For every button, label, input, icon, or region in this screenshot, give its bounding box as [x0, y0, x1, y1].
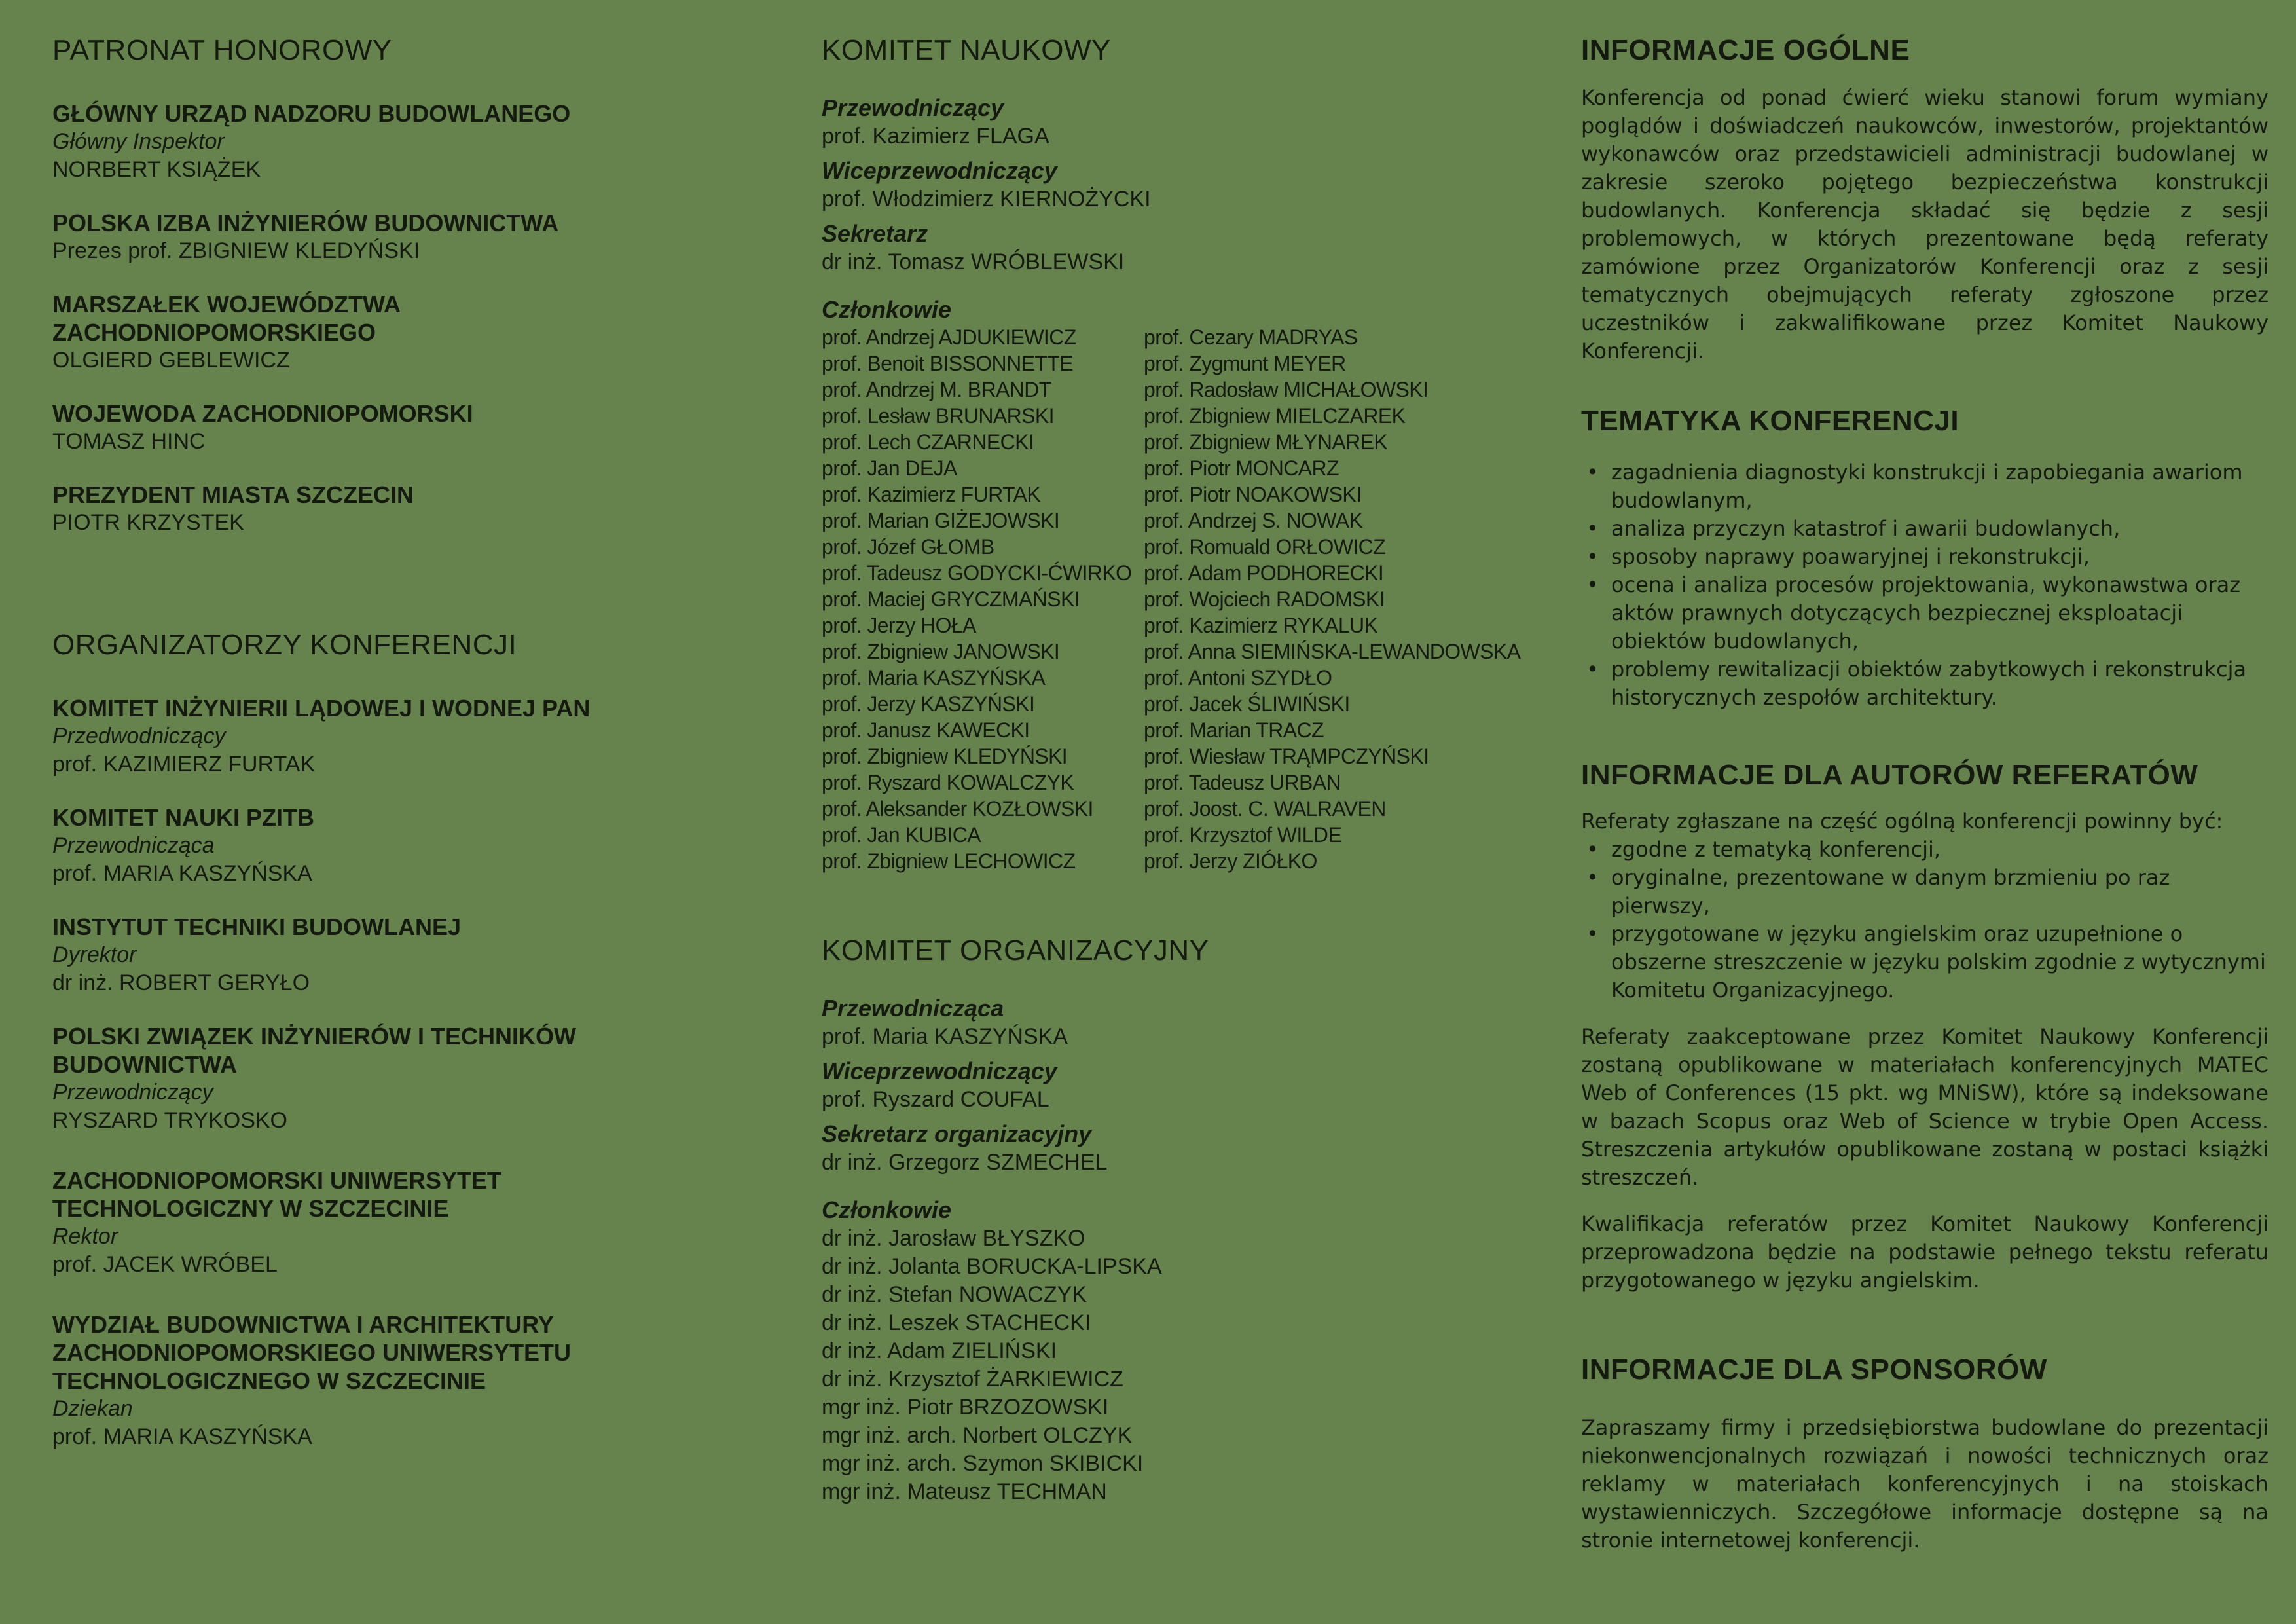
tematyka-list — [1581, 458, 2269, 712]
organizacyjny-members — [822, 1225, 1548, 1506]
member-name: prof. Lech CZARNECKI — [822, 430, 1034, 454]
member-name: prof. Jacek ŚLIWIŃSKI — [1144, 692, 1350, 716]
member-name: dr inż. Stefan NOWACZYK — [822, 1282, 1087, 1307]
members-column-1 — [822, 324, 1144, 874]
member-name: prof. Joost. C. WALRAVEN — [1144, 797, 1386, 821]
organizer-entry — [52, 803, 720, 888]
member-name: mgr inż. arch. Norbert OLCZYK — [822, 1423, 1133, 1448]
org-person: prof. MARIA KASZYŃSKA — [52, 861, 312, 886]
role-label: Sekretarz organizacyjny — [822, 1120, 1092, 1147]
member-name: prof. Janusz KAWECKI — [822, 718, 1030, 742]
left-column — [52, 33, 720, 1476]
middle-column — [822, 33, 1548, 1506]
role-person: dr inż. Tomasz WRÓBLEWSKI — [822, 249, 1125, 274]
role-label: Wiceprzewodniczący — [822, 157, 1057, 184]
member-name: prof. Antoni SZYDŁO — [1144, 666, 1332, 690]
org-role: Rektor — [52, 1224, 118, 1249]
member-name: prof. Piotr MONCARZ — [1144, 456, 1339, 480]
sponsorzy-title: INFORMACJE DLA SPONSORÓW — [1581, 1354, 2047, 1386]
member-name: prof. Kazimierz FURTAK — [822, 483, 1041, 506]
member-name: mgr inż. arch. Szymon SKIBICKI — [822, 1451, 1144, 1476]
org-name: POLSKA IZBA INŻYNIERÓW BUDOWNICTWA — [52, 210, 559, 236]
org-person: OLGIERD GEBLEWICZ — [52, 348, 290, 373]
members-label: Członkowie — [822, 296, 952, 323]
autorzy-para-2: Kwalifikacja referatów przez Komitet Naukowy Konferencji przeprowadzona będzie na podstawie pełnego tekstu referatu przygotowanego w języku angielskim. — [1581, 1211, 2269, 1293]
informacje-ogolne-text: Konferencja od ponad ćwierć wieku stanowi forum wymiany poglądów i doświadczeń naukowców, inwestorów, projektantów wykonawców oraz przedstawicieli administracji budowlanej w zakresie szeroko pojętego bezpieczeństwa konstrukcji budowlanych. Konferencja składać się będzie z sesji problemowych, w których prezentowane będą referaty zamówione przez Organizatorów Konferencji oraz z sesji tematycznych obejmujących referaty zgłoszone przez uczestników i zakwalifikowane przez Komitet Naukowy Konferencji. — [1581, 85, 2269, 363]
member-name: prof. Zbigniew MŁYNAREK — [1144, 430, 1388, 454]
list-item: • zagadnienia diagnostyki konstrukcji i zapobiegania awariom budowlanym, — [1581, 458, 2269, 515]
member-name: prof. Aleksander KOZŁOWSKI — [822, 797, 1093, 821]
member-name: prof. Jan DEJA — [822, 456, 957, 480]
member-name: prof. Andrzej S. NOWAK — [1144, 509, 1363, 532]
org-role: Dziekan — [52, 1396, 133, 1421]
komitet-naukowy-title: KOMITET NAUKOWY — [822, 34, 1111, 66]
member-name: prof. Romuald ORŁOWICZ — [1144, 535, 1386, 559]
tematyka-title: TEMATYKA KONFERENCJI — [1581, 405, 1959, 437]
member-name: prof. Józef GŁOMB — [822, 535, 994, 559]
member-name: prof. Jerzy ZIÓŁKO — [1144, 849, 1317, 873]
org-person: RYSZARD TRYKOSKO — [52, 1108, 287, 1133]
list-item: • zgodne z tematyką konferencji, — [1581, 836, 2269, 864]
org-name: KOMITET NAUKI PZITB — [52, 804, 314, 831]
patronat-entry — [52, 290, 720, 375]
member-name: prof. Maria KASZYŃSKA — [822, 666, 1046, 690]
member-name: prof. Andrzej M. BRANDT — [822, 378, 1051, 401]
member-name: prof. Cezary MADRYAS — [1144, 325, 1358, 349]
member-name: dr inż. Leszek STACHECKI — [822, 1310, 1091, 1335]
patronat-title: PATRONAT HONOROWY — [52, 34, 392, 66]
role-person: prof. Maria KASZYŃSKA — [822, 1024, 1068, 1049]
informacje-ogolne-title: INFORMACJE OGÓLNE — [1581, 34, 1910, 66]
member-name: prof. Krzysztof WILDE — [1144, 823, 1342, 847]
member-name: prof. Tadeusz GODYCKI-ĆWIRKO — [822, 561, 1132, 585]
org-name: INSTYTUT TECHNIKI BUDOWLANEJ — [52, 913, 461, 940]
role-label: Sekretarz — [822, 220, 928, 247]
member-name: prof. Adam PODHORECKI — [1144, 561, 1384, 585]
member-name: prof. Jerzy HOŁA — [822, 614, 976, 637]
org-name: GŁÓWNY URZĄD NADZORU BUDOWLANEGO — [52, 100, 571, 127]
org-role: Przewodnicząca — [52, 833, 215, 858]
org-person: prof. MARIA KASZYŃSKA — [52, 1424, 312, 1449]
patronat-entry — [52, 399, 720, 456]
member-name: prof. Anna SIEMIŃSKA-LEWANDOWSKA — [1144, 640, 1521, 663]
naukowy-members — [822, 324, 1548, 874]
autorzy-para-1: Referaty zaakceptowane przez Komitet Naukowy Konferencji zostaną opublikowane w materiałach konferencyjnych MATEC Web of Conferences (15 pkt. wg MNiSW), które są indeksowane w bazach Scopus oraz Web of Science w trybie Open Access. Streszczenia artykułów opublikowane zostaną w postaci książki streszczeń. — [1581, 1024, 2269, 1190]
organizatorzy-title: ORGANIZATORZY KONFERENCJI — [52, 629, 517, 661]
role-person: prof. Włodzimierz KIERNOŻYCKI — [822, 187, 1151, 212]
autorzy-list — [1581, 836, 2269, 1005]
member-name: prof. Zbigniew KLEDYŃSKI — [822, 745, 1068, 768]
role-label: Wiceprzewodniczący — [822, 1058, 1057, 1084]
role-label: Przewodniczący — [822, 94, 1004, 121]
member-name: prof. Radosław MICHAŁOWSKI — [1144, 378, 1429, 401]
member-name: prof. Tadeusz URBAN — [1144, 771, 1341, 794]
patronat-entry — [52, 100, 720, 184]
organizer-entry — [52, 1310, 720, 1451]
member-name: prof. Marian TRACZ — [1144, 718, 1324, 742]
org-name: WOJEWODA ZACHODNIOPOMORSKI — [52, 400, 473, 427]
autorzy-title: INFORMACJE DLA AUTORÓW REFERATÓW — [1581, 759, 2198, 791]
org-person: PIOTR KRZYSTEK — [52, 510, 244, 535]
list-item: • analiza przyczyn katastrof i awarii budowlanych, — [1581, 515, 2269, 543]
organizer-entry — [52, 694, 720, 779]
org-person: prof. KAZIMIERZ FURTAK — [52, 752, 316, 777]
patronat-entry — [52, 209, 720, 265]
member-name: prof. Jan KUBICA — [822, 823, 981, 847]
autorzy-intro: Referaty zgłaszane na część ogólną konferencji powinny być: — [1581, 809, 2223, 834]
org-person: TOMASZ HINC — [52, 429, 206, 454]
list-item: • ocena i analiza procesów projektowania, wykonawstwa oraz aktów prawnych dotyczących bezpiecznej eksploatacji obiektów budowlanych, — [1581, 571, 2269, 655]
organizer-entry — [52, 1166, 720, 1279]
members-label: Członkowie — [822, 1196, 952, 1223]
list-item: • sposoby naprawy poawaryjnej i rekonstrukcji, — [1581, 543, 2269, 571]
member-name: mgr inż. Piotr BRZOZOWSKI — [822, 1395, 1109, 1420]
member-name: prof. Zbigniew JANOWSKI — [822, 640, 1060, 663]
member-name: prof. Piotr NOAKOWSKI — [1144, 483, 1362, 506]
list-item: • przygotowane w języku angielskim oraz uzupełnione o obszerne streszczenie w języku polskim zgodnie z wytycznymi Komitetu Organizacyjnego. — [1581, 920, 2269, 1005]
member-name: prof. Wojciech RADOMSKI — [1144, 587, 1385, 611]
right-column — [1581, 33, 2269, 1573]
org-name: POLSKI ZWIĄZEK INŻYNIERÓW I TECHNIKÓW BUDOWNICTWA — [52, 1023, 576, 1078]
member-name: prof. Maciej GRYCZMAŃSKI — [822, 587, 1080, 611]
member-name: prof. Zbigniew MIELCZAREK — [1144, 404, 1406, 428]
org-person: dr inż. ROBERT GERYŁO — [52, 970, 310, 995]
org-name: MARSZAŁEK WOJEWÓDZTWA ZACHODNIOPOMORSKIEGO — [52, 291, 400, 346]
komitet-organizacyjny-title: KOMITET ORGANIZACYJNY — [822, 934, 1209, 967]
role-person: prof. Ryszard COUFAL — [822, 1087, 1049, 1112]
member-name: dr inż. Krzysztof ŻARKIEWICZ — [822, 1367, 1123, 1392]
patronat-entry — [52, 481, 720, 537]
member-name: prof. Andrzej AJDUKIEWICZ — [822, 325, 1076, 349]
member-name: dr inż. Jolanta BORUCKA-LIPSKA — [822, 1254, 1162, 1279]
org-person: prof. JACEK WRÓBEL — [52, 1252, 278, 1277]
member-name: mgr inż. Mateusz TECHMAN — [822, 1479, 1107, 1504]
member-name: prof. Ryszard KOWALCZYK — [822, 771, 1074, 794]
org-role: Dyrektor — [52, 942, 137, 967]
member-name: dr inż. Adam ZIELIŃSKI — [822, 1338, 1057, 1363]
org-name: KOMITET INŻYNIERII LĄDOWEJ I WODNEJ PAN — [52, 695, 591, 722]
org-name: PREZYDENT MIASTA SZCZECIN — [52, 481, 414, 508]
role-person: dr inż. Grzegorz SZMECHEL — [822, 1150, 1108, 1175]
member-name: prof. Kazimierz RYKALUK — [1144, 614, 1378, 637]
list-item: • problemy rewitalizacji obiektów zabytkowych i rekonstrukcja historycznych zespołów architektury. — [1581, 655, 2269, 712]
member-name: prof. Zbigniew LECHOWICZ — [822, 849, 1076, 873]
member-name: dr inż. Jarosław BŁYSZKO — [822, 1226, 1085, 1251]
list-item: • oryginalne, prezentowane w danym brzmieniu po raz pierwszy, — [1581, 864, 2269, 920]
organizer-entry — [52, 1022, 720, 1135]
org-name: ZACHODNIOPOMORSKI UNIWERSYTET TECHNOLOGICZNY W SZCZECINIE — [52, 1167, 502, 1222]
member-name: prof. Benoit BISSONNETTE — [822, 352, 1073, 375]
member-name: prof. Jerzy KASZYŃSKI — [822, 692, 1035, 716]
role-person: prof. Kazimierz FLAGA — [822, 124, 1049, 149]
member-name: prof. Wiesław TRĄMPCZYŃSKI — [1144, 745, 1429, 768]
org-person: NORBERT KSIĄŻEK — [52, 157, 261, 182]
members-column-2 — [1144, 324, 1520, 874]
org-role: Przewodniczący — [52, 1080, 213, 1105]
org-role: Przedwodniczący — [52, 724, 226, 748]
sponsorzy-text: Zapraszamy firmy i przedsiębiorstwa budowlane do prezentacji niekonwencjonalnych rozwiązań i nowości technicznych oraz reklamy w materiałach konferencyjnych i na stoiskach wystawienniczych. Szczegółowe informacje dostępne są na stronie internetowej konferencji. — [1581, 1415, 2269, 1553]
org-person: Prezes prof. ZBIGNIEW KLEDYŃSKI — [52, 238, 420, 263]
member-name: prof. Lesław BRUNARSKI — [822, 404, 1054, 428]
member-name: prof. Zygmunt MEYER — [1144, 352, 1346, 375]
role-label: Przewodnicząca — [822, 995, 1004, 1022]
organizer-entry — [52, 913, 720, 997]
member-name: prof. Marian GIŻEJOWSKI — [822, 509, 1060, 532]
org-role: Główny Inspektor — [52, 129, 225, 154]
org-name: WYDZIAŁ BUDOWNICTWA I ARCHITEKTURY ZACHODNIOPOMORSKIEGO UNIWERSYTETU TECHNOLOGICZNEGO W SZCZECINIE — [52, 1311, 572, 1394]
